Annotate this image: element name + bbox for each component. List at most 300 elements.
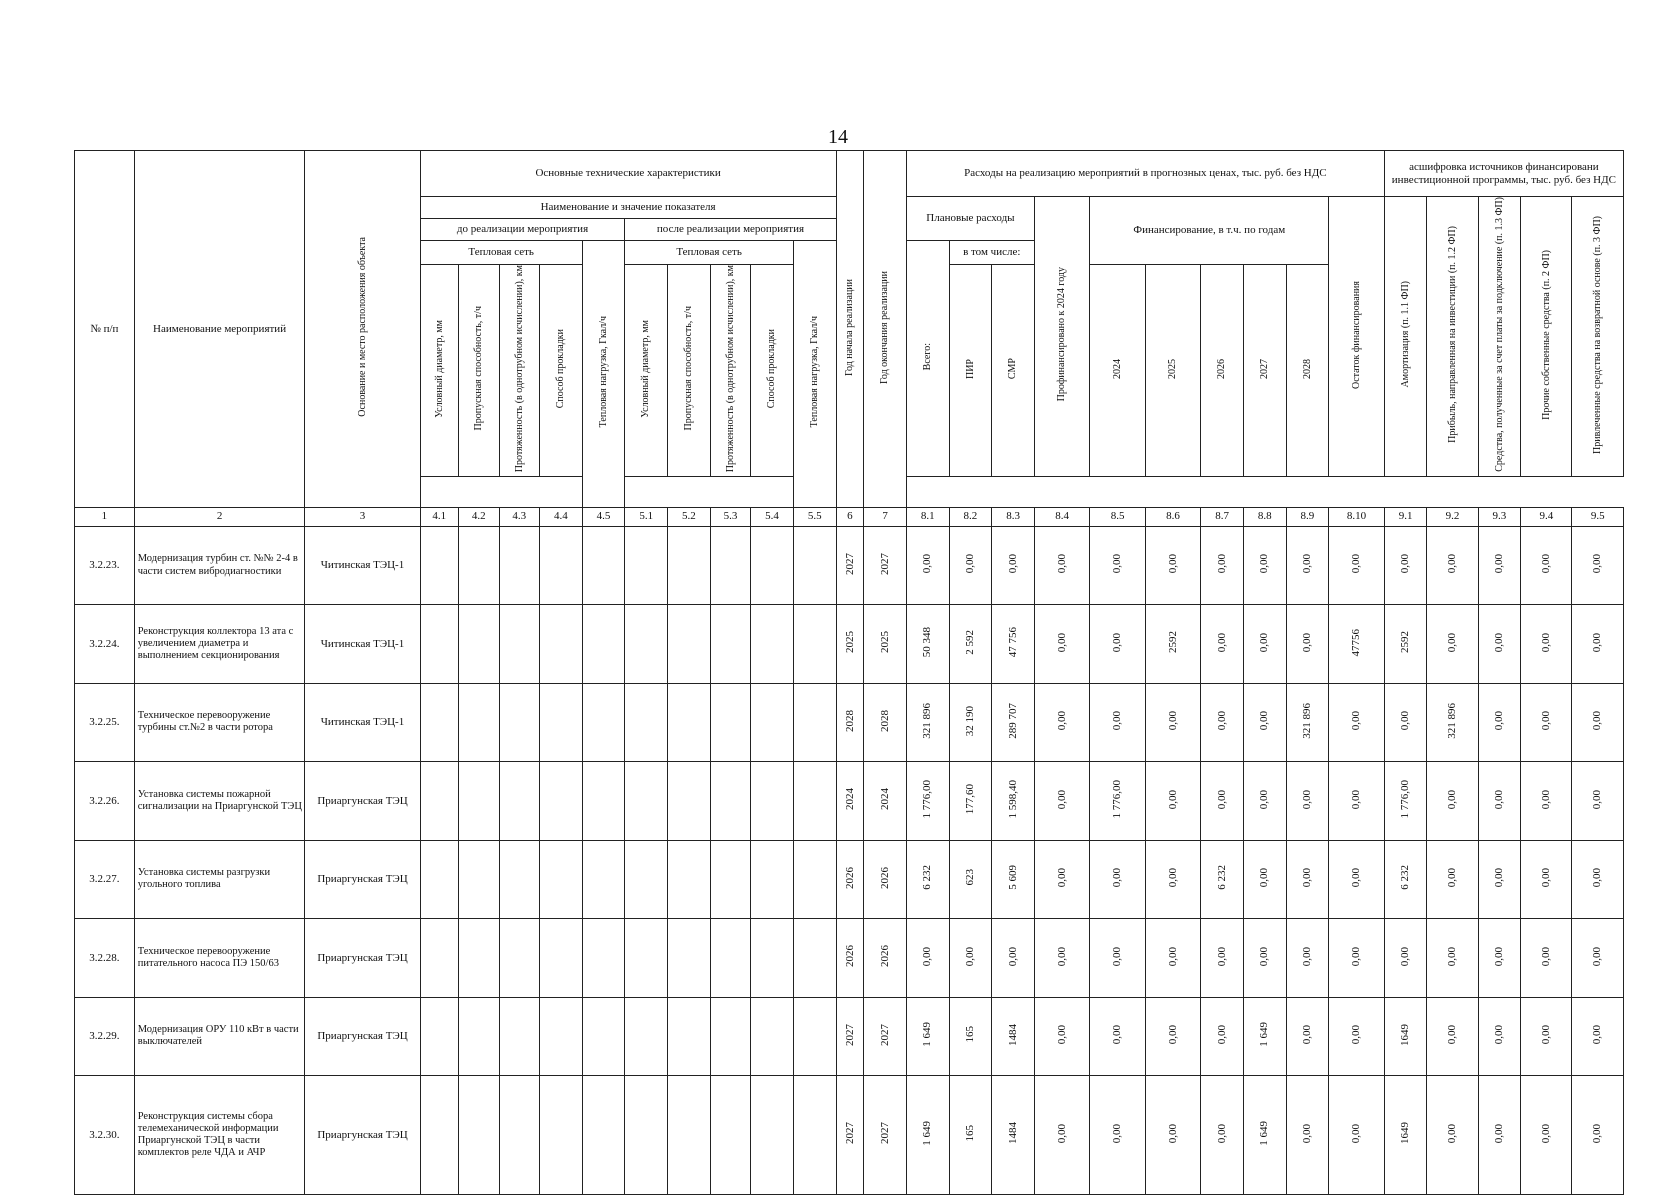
row-year-start: 2028 [836,683,864,761]
tech-cell-empty [420,605,458,683]
row-total: 0,00 [906,526,949,604]
header-heat-load: Тепловая нагрузка, Гкал/ч [582,241,625,508]
table-row [75,997,1624,1075]
header-capacity2: Пропускная способность, т/ч [668,265,711,477]
header-tech: Основные технические характеристики [420,151,836,197]
row-y2025: 0,00 [1145,1076,1200,1195]
row-location: Приаргунская ТЭЦ [305,840,420,918]
header-financing: Финансирование, в т.ч. по годам [1090,197,1329,265]
row-y2024: 0,00 [1090,683,1145,761]
row-y2028: 0,00 [1286,919,1329,997]
row-conn: 0,00 [1478,683,1521,761]
row-y2027: 0,00 [1243,605,1286,683]
column-number: 9.1 [1384,507,1427,526]
header-pir: ПИР [949,265,992,477]
row-y2024: 0,00 [1090,997,1145,1075]
row-pir: 0,00 [949,919,992,997]
header-remainder: Остаток финансирования [1329,197,1385,477]
tech-cell-empty [540,526,583,604]
row-borrowed: 0,00 [1572,840,1624,918]
tech-cell-empty [625,526,668,604]
row-conn: 0,00 [1478,1076,1521,1195]
header-before: до реализации мероприятия [420,219,625,241]
column-number: 8.2 [949,507,992,526]
row-prefin: 0,00 [1034,997,1089,1075]
row-total: 50 348 [906,605,949,683]
row-borrowed: 0,00 [1572,1076,1624,1195]
column-number: 5.2 [668,507,711,526]
header-profit: Прибыль, направленная на инвестиции (п. 1.2 ФП) [1427,197,1478,477]
row-rem: 0,00 [1329,840,1385,918]
tech-cell-empty [710,840,751,918]
row-amort: 6 232 [1384,840,1427,918]
row-rem: 0,00 [1329,683,1385,761]
row-y2028: 321 896 [1286,683,1329,761]
column-number: 4.1 [420,507,458,526]
row-amort: 0,00 [1384,683,1427,761]
column-number: 8.3 [992,507,1035,526]
row-rem: 0,00 [1329,1076,1385,1195]
tech-cell-empty [751,683,794,761]
tech-cell-empty [710,1076,751,1195]
row-year-end: 2028 [864,683,907,761]
tech-cell-empty [540,840,583,918]
column-number: 8.8 [1243,507,1286,526]
row-number: 3.2.27. [75,840,135,918]
investment-program-table [74,150,1624,1195]
row-year-start: 2027 [836,1076,864,1195]
tech-cell-empty [420,526,458,604]
row-y2027: 0,00 [1243,683,1286,761]
row-profit: 0,00 [1427,919,1478,997]
row-total: 0,00 [906,919,949,997]
row-y2025: 0,00 [1145,919,1200,997]
column-number: 9.2 [1427,507,1478,526]
row-smr: 0,00 [992,526,1035,604]
row-prefin: 0,00 [1034,762,1089,840]
row-prefin: 0,00 [1034,1076,1089,1195]
row-y2027: 1 649 [1243,1076,1286,1195]
row-y2027: 0,00 [1243,762,1286,840]
row-y2024: 0,00 [1090,840,1145,918]
header-smr: СМР [992,265,1035,477]
row-name: Техническое перевооружение питательного насоса ПЭ 150/63 [134,919,305,997]
row-number: 3.2.25. [75,683,135,761]
tech-cell-empty [710,605,751,683]
column-number: 7 [864,507,907,526]
row-amort: 1 776,00 [1384,762,1427,840]
tech-cell-empty [793,762,836,840]
row-conn: 0,00 [1478,997,1521,1075]
tech-cell-empty [540,919,583,997]
row-year-end: 2027 [864,997,907,1075]
column-number: 2 [134,507,305,526]
tech-cell-empty [751,997,794,1075]
tech-cell-empty [582,526,625,604]
row-rem: 47756 [1329,605,1385,683]
tech-cell-empty [420,840,458,918]
tech-cell-empty [582,997,625,1075]
tech-cell-empty [582,919,625,997]
row-y2027: 1 649 [1243,997,1286,1075]
header-diam2: Условный диаметр, мм [625,265,668,477]
column-number: 6 [836,507,864,526]
row-y2026: 0,00 [1201,997,1244,1075]
header-diam: Условный диаметр, мм [420,265,458,477]
row-total: 321 896 [906,683,949,761]
row-year-start: 2025 [836,605,864,683]
row-profit: 0,00 [1427,1076,1478,1195]
row-amort: 1649 [1384,997,1427,1075]
row-prefin: 0,00 [1034,683,1089,761]
row-conn: 0,00 [1478,919,1521,997]
tech-cell-empty [499,1076,540,1195]
row-profit: 321 896 [1427,683,1478,761]
row-total: 1 649 [906,997,949,1075]
row-y2026: 0,00 [1201,605,1244,683]
header-sources: асшифровка источников финансировани инвестиционной программы, тыс. руб. без НДС [1384,151,1623,197]
tech-cell-empty [668,1076,711,1195]
row-profit: 0,00 [1427,997,1478,1075]
row-year-start: 2024 [836,762,864,840]
row-year-start: 2026 [836,840,864,918]
tech-cell-empty [420,997,458,1075]
row-borrowed: 0,00 [1572,997,1624,1075]
row-year-end: 2025 [864,605,907,683]
tech-cell-empty [582,605,625,683]
row-rem: 0,00 [1329,919,1385,997]
row-y2026: 6 232 [1201,840,1244,918]
header-2027: 2027 [1243,265,1286,477]
row-borrowed: 0,00 [1572,526,1624,604]
page-number: 14 [828,126,848,148]
row-location: Приаргунская ТЭЦ [305,762,420,840]
row-other: 0,00 [1521,919,1572,997]
tech-cell-empty [540,683,583,761]
tech-cell-empty [625,762,668,840]
row-profit: 0,00 [1427,762,1478,840]
row-year-start: 2027 [836,526,864,604]
row-location: Читинская ТЭЦ-1 [305,605,420,683]
row-location: Приаргунская ТЭЦ [305,919,420,997]
row-smr: 1484 [992,997,1035,1075]
row-amort: 0,00 [1384,526,1427,604]
row-conn: 0,00 [1478,840,1521,918]
tech-cell-empty [668,919,711,997]
row-pir: 177,60 [949,762,992,840]
tech-cell-empty [625,997,668,1075]
tech-cell-empty [668,683,711,761]
header-heat-net-after: Тепловая сеть [625,241,794,265]
tech-cell-empty [582,762,625,840]
tech-cell-empty [710,762,751,840]
column-number: 5.4 [751,507,794,526]
tech-cell-empty [625,1076,668,1195]
header-length2: Протяженность (в однотрубном исчислении), км [710,265,751,477]
table-row [75,840,1624,918]
header-year-start: Год начала реализации [836,151,864,508]
column-number: 8.1 [906,507,949,526]
row-y2025: 0,00 [1145,683,1200,761]
tech-cell-empty [499,997,540,1075]
tech-cell-empty [540,605,583,683]
row-name: Техническое перевооружение турбины ст.№2 в части ротора [134,683,305,761]
data-rows [75,526,1624,1194]
row-number: 3.2.26. [75,762,135,840]
row-pir: 623 [949,840,992,918]
row-other: 0,00 [1521,1076,1572,1195]
tech-cell-empty [793,683,836,761]
tech-cell-empty [710,997,751,1075]
column-number: 1 [75,507,135,526]
row-y2027: 0,00 [1243,840,1286,918]
row-number: 3.2.30. [75,1076,135,1195]
tech-cell-empty [668,997,711,1075]
header-2025: 2025 [1145,265,1200,477]
header-prefin: Профинансировано к 2024 году [1034,197,1089,477]
header-heat-net-before: Тепловая сеть [420,241,582,265]
row-name: Модернизация ОРУ 110 кВт в части выключателей [134,997,305,1075]
tech-cell-empty [793,526,836,604]
tech-cell-empty [668,840,711,918]
header-length: Протяженность (в однотрубном исчислении), км [499,265,540,477]
row-amort: 2592 [1384,605,1427,683]
tech-cell-empty [499,605,540,683]
row-other: 0,00 [1521,762,1572,840]
tech-cell-empty [499,762,540,840]
row-prefin: 0,00 [1034,840,1089,918]
tech-cell-empty [793,840,836,918]
header-amort: Амортизация (п. 1.1 ФП) [1384,197,1427,477]
table-row [75,605,1624,683]
tech-cell-empty [420,683,458,761]
tech-cell-empty [710,919,751,997]
row-conn: 0,00 [1478,605,1521,683]
tech-cell-empty [710,526,751,604]
row-y2024: 0,00 [1090,1076,1145,1195]
row-pir: 32 190 [949,683,992,761]
tech-cell-empty [499,683,540,761]
row-name: Установка системы пожарной сигнализации на Приаргунской ТЭЦ [134,762,305,840]
row-profit: 0,00 [1427,526,1478,604]
header-capacity: Пропускная способность, т/ч [459,265,500,477]
row-borrowed: 0,00 [1572,762,1624,840]
column-number: 8.9 [1286,507,1329,526]
tech-cell-empty [499,840,540,918]
column-number: 4.4 [540,507,583,526]
header-total: Всего: [906,241,949,477]
column-number-row [75,507,1624,526]
row-location: Читинская ТЭЦ-1 [305,526,420,604]
row-smr: 47 756 [992,605,1035,683]
tech-cell-empty [540,997,583,1075]
row-y2028: 0,00 [1286,605,1329,683]
tech-cell-empty [793,1076,836,1195]
column-number: 8.6 [1145,507,1200,526]
row-y2026: 0,00 [1201,919,1244,997]
row-other: 0,00 [1521,840,1572,918]
row-y2025: 0,00 [1145,840,1200,918]
header-basis: Основание и место расположения объекта [305,151,420,508]
row-total: 1 649 [906,1076,949,1195]
row-pir: 0,00 [949,526,992,604]
row-y2024: 0,00 [1090,605,1145,683]
table-row [75,919,1624,997]
header-name: Наименование мероприятий [134,151,305,508]
row-year-end: 2026 [864,840,907,918]
row-y2026: 0,00 [1201,762,1244,840]
column-number: 9.4 [1521,507,1572,526]
row-borrowed: 0,00 [1572,919,1624,997]
row-profit: 0,00 [1427,605,1478,683]
row-year-end: 2027 [864,1076,907,1195]
tech-cell-empty [710,683,751,761]
tech-cell-empty [499,526,540,604]
tech-cell-empty [459,526,500,604]
tech-cell-empty [540,762,583,840]
row-number: 3.2.28. [75,919,135,997]
header-2024: 2024 [1090,265,1145,477]
tech-cell-empty [499,919,540,997]
column-number: 8.4 [1034,507,1089,526]
tech-cell-empty [625,683,668,761]
row-y2027: 0,00 [1243,526,1286,604]
row-y2024: 0,00 [1090,919,1145,997]
tech-cell-empty [751,919,794,997]
header-heat-load2: Тепловая нагрузка, Гкал/ч [793,241,836,508]
column-number: 3 [305,507,420,526]
row-year-end: 2024 [864,762,907,840]
header-indicator: Наименование и значение показателя [420,197,836,219]
header-method2: Способ прокладки [751,265,794,477]
tech-cell-empty [459,762,500,840]
column-number: 8.7 [1201,507,1244,526]
row-other: 0,00 [1521,605,1572,683]
tech-cell-empty [582,1076,625,1195]
column-number: 9.3 [1478,507,1521,526]
row-y2028: 0,00 [1286,1076,1329,1195]
row-smr: 289 707 [992,683,1035,761]
row-y2024: 1 776,00 [1090,762,1145,840]
row-borrowed: 0,00 [1572,605,1624,683]
tech-cell-empty [668,762,711,840]
row-number: 3.2.24. [75,605,135,683]
row-pir: 165 [949,1076,992,1195]
row-pir: 2 592 [949,605,992,683]
header-borrowed: Привлеченные средства на возвратной основе (п. 3 ФП) [1572,197,1624,477]
row-rem: 0,00 [1329,526,1385,604]
row-rem: 0,00 [1329,997,1385,1075]
tech-cell-empty [793,997,836,1075]
row-amort: 1649 [1384,1076,1427,1195]
table-row [75,762,1624,840]
column-number: 8.10 [1329,507,1385,526]
header-connection: Средства, полученные за счет платы за подключение (п. 1.3 ФП) [1478,197,1521,477]
table-row [75,683,1624,761]
tech-cell-empty [540,1076,583,1195]
row-y2027: 0,00 [1243,919,1286,997]
row-name: Модернизация турбин ст. №№ 2-4 в части систем вибродиагностики [134,526,305,604]
row-number: 3.2.23. [75,526,135,604]
column-number: 5.5 [793,507,836,526]
tech-cell-empty [459,919,500,997]
tech-cell-empty [420,1076,458,1195]
header-method: Способ прокладки [540,265,583,477]
tech-cell-empty [793,919,836,997]
row-smr: 5 609 [992,840,1035,918]
header-expenses: Расходы на реализацию мероприятий в прогнозных ценах, тыс. руб. без НДС [906,151,1384,197]
row-y2026: 0,00 [1201,1076,1244,1195]
row-prefin: 0,00 [1034,605,1089,683]
row-y2026: 0,00 [1201,683,1244,761]
tech-cell-empty [625,605,668,683]
column-number: 8.5 [1090,507,1145,526]
column-number: 9.5 [1572,507,1624,526]
header-incl: в том числе: [949,241,1034,265]
row-name: Реконструкция системы сбора телемеханической информации Приаргунской ТЭЦ в части комплектов реле ЧДА и АЧР [134,1076,305,1195]
row-y2025: 2592 [1145,605,1200,683]
row-other: 0,00 [1521,997,1572,1075]
tech-cell-empty [793,605,836,683]
tech-cell-empty [625,919,668,997]
row-prefin: 0,00 [1034,919,1089,997]
row-conn: 0,00 [1478,526,1521,604]
row-y2025: 0,00 [1145,526,1200,604]
column-number: 4.5 [582,507,625,526]
row-conn: 0,00 [1478,762,1521,840]
row-smr: 1 598,40 [992,762,1035,840]
header-2028: 2028 [1286,265,1329,477]
tech-cell-empty [420,919,458,997]
row-location: Приаргунская ТЭЦ [305,997,420,1075]
row-y2024: 0,00 [1090,526,1145,604]
row-y2025: 0,00 [1145,762,1200,840]
row-name: Установка системы разгрузки угольного топлива [134,840,305,918]
row-rem: 0,00 [1329,762,1385,840]
header-2026: 2026 [1201,265,1244,477]
row-y2026: 0,00 [1201,526,1244,604]
row-smr: 1484 [992,1076,1035,1195]
column-number: 4.2 [459,507,500,526]
header-other-own: Прочие собственные средства (п. 2 ФП) [1521,197,1572,477]
header-after: после реализации мероприятия [625,219,836,241]
tech-cell-empty [751,840,794,918]
header-year-end: Год окончания реализации [864,151,907,508]
row-y2028: 0,00 [1286,997,1329,1075]
row-name: Реконструкция коллектора 13 ата с увеличением диаметра и выполнением секционирования [134,605,305,683]
row-prefin: 0,00 [1034,526,1089,604]
row-other: 0,00 [1521,526,1572,604]
row-y2028: 0,00 [1286,840,1329,918]
row-year-start: 2026 [836,919,864,997]
row-location: Приаргунская ТЭЦ [305,1076,420,1195]
column-number: 5.3 [710,507,751,526]
tech-cell-empty [625,840,668,918]
row-location: Читинская ТЭЦ-1 [305,683,420,761]
row-total: 6 232 [906,840,949,918]
tech-cell-empty [751,1076,794,1195]
row-y2025: 0,00 [1145,997,1200,1075]
table-row [75,526,1624,604]
tech-cell-empty [668,605,711,683]
row-total: 1 776,00 [906,762,949,840]
tech-cell-empty [459,1076,500,1195]
column-number: 5.1 [625,507,668,526]
row-borrowed: 0,00 [1572,683,1624,761]
row-other: 0,00 [1521,683,1572,761]
tech-cell-empty [459,840,500,918]
header-no: № п/п [75,151,135,508]
